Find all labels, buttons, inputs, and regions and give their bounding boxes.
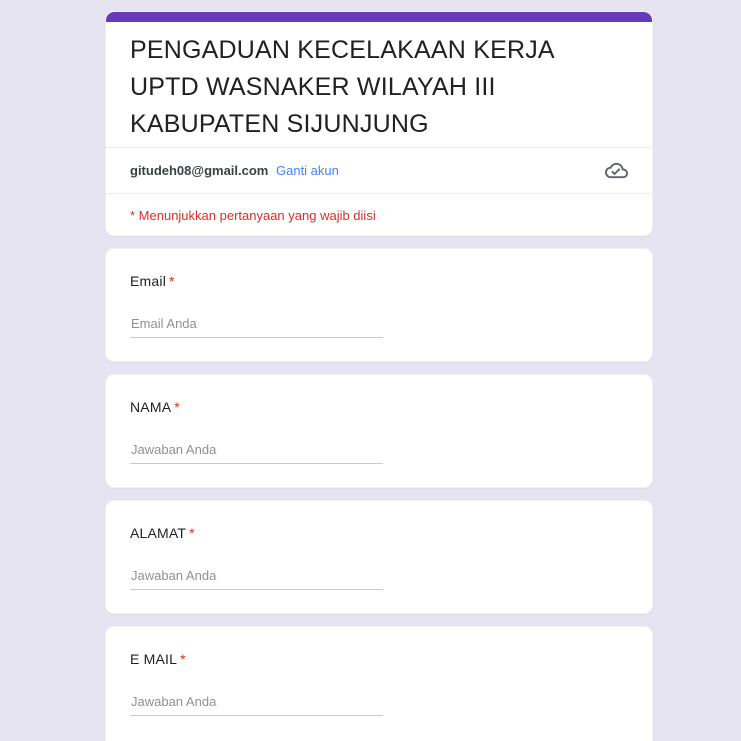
required-note: * Menunjukkan pertanyaan yang wajib diisi: [130, 208, 376, 223]
question-label: [130, 399, 628, 415]
question-card-nama: [105, 374, 653, 488]
form-header-card: [105, 11, 653, 236]
answer-input-nama[interactable]: [130, 442, 383, 464]
question-card-e-mail: [105, 626, 653, 741]
question-label: [130, 525, 628, 541]
question-label-text: NAMA: [130, 399, 172, 415]
switch-account-link[interactable]: Ganti akun: [276, 163, 339, 178]
account-email: gitudeh08@gmail.com: [130, 163, 269, 178]
question-label: [130, 651, 628, 667]
question-card-email: [105, 248, 653, 362]
required-asterisk: *: [180, 651, 186, 667]
cloud-done-icon: [605, 159, 628, 182]
question-label-text: E MAIL: [130, 651, 178, 667]
account-text: [130, 163, 339, 178]
account-row: [106, 147, 652, 193]
required-note-row: [106, 193, 652, 236]
required-asterisk: *: [174, 399, 180, 415]
question-label: [130, 273, 628, 289]
answer-input-alamat[interactable]: [130, 568, 383, 590]
question-card-alamat: [105, 500, 653, 614]
answer-input-email[interactable]: [130, 316, 383, 338]
form-title: PENGADUAN KECELAKAAN KERJA UPTD WASNAKER WILAYAH III KABUPATEN SIJUNJUNG: [130, 36, 554, 138]
required-asterisk: *: [169, 273, 175, 289]
form-accent-bar: [106, 12, 652, 22]
question-label-text: ALAMAT: [130, 525, 187, 541]
required-asterisk: *: [189, 525, 195, 541]
question-label-text: Email: [130, 273, 167, 289]
form-column: [105, 11, 653, 741]
answer-input-e-mail[interactable]: [130, 694, 383, 716]
